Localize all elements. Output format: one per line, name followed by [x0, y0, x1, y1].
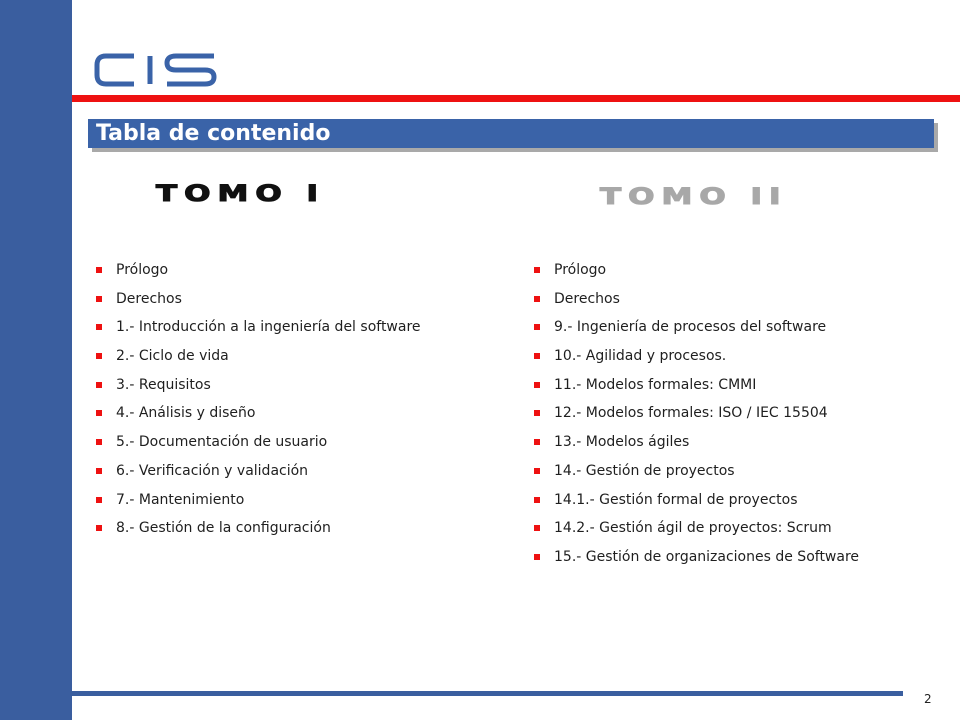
toc-item: [96, 520, 421, 549]
toc-item-label: 11.- Modelos formales: CMMI: [554, 376, 757, 393]
bullet-icon: [534, 296, 540, 302]
toc-item-label: 2.- Ciclo de vida: [116, 348, 229, 365]
bullet-icon: [96, 382, 102, 388]
toc-item: [96, 377, 421, 406]
toc-item-label: 9.- Ingeniería de procesos del software: [554, 319, 827, 336]
bullet-icon: [96, 324, 102, 330]
footer-line: [72, 691, 903, 696]
toc-item: [534, 348, 859, 377]
toc-item-label: Derechos: [554, 290, 620, 307]
side-bar: [0, 0, 72, 720]
toc-item: [534, 549, 859, 578]
toc-item: [96, 291, 421, 320]
toc-item-label: 8.- Gestión de la configuración: [116, 520, 331, 537]
toc-item: [534, 319, 859, 348]
toc-item-label: Derechos: [116, 290, 182, 307]
toc-item: [534, 463, 859, 492]
bullet-icon: [534, 554, 540, 560]
toc-item: [96, 492, 421, 521]
bullet-icon: [96, 439, 102, 445]
toc-item: [96, 434, 421, 463]
toc-item: [534, 291, 859, 320]
toc-item-label: 14.- Gestión de proyectos: [554, 462, 735, 479]
toc-item: [534, 520, 859, 549]
tomo-2-heading: TOMO II: [600, 183, 788, 210]
toc-item-label: 15.- Gestión de organizaciones de Software: [554, 548, 860, 565]
toc-item-label: 5.- Documentación de usuario: [116, 434, 328, 451]
toc-tomo-1-list: [96, 262, 421, 549]
toc-item: [534, 262, 859, 291]
toc-item-label: Prólogo: [116, 262, 169, 278]
bullet-icon: [96, 353, 102, 359]
toc-item-label: 13.- Modelos ágiles: [554, 434, 690, 451]
toc-item: [96, 319, 421, 348]
bullet-icon: [534, 439, 540, 445]
cis-logo: [94, 52, 224, 88]
bullet-icon: [534, 353, 540, 359]
toc-item: [96, 405, 421, 434]
toc-item-label: 10.- Agilidad y procesos.: [554, 348, 727, 365]
toc-item-label: 4.- Análisis y diseño: [116, 405, 256, 422]
bullet-icon: [534, 382, 540, 388]
bullet-icon: [534, 410, 540, 416]
toc-item-label: 6.- Verificación y validación: [116, 462, 309, 479]
bullet-icon: [96, 410, 102, 416]
toc-item-label: 7.- Mantenimiento: [116, 491, 245, 508]
toc-item: [534, 492, 859, 521]
bullet-icon: [534, 497, 540, 503]
toc-item: [534, 405, 859, 434]
page-title: Tabla de contenido: [88, 119, 934, 148]
toc-tomo-2-list: [534, 262, 859, 578]
bullet-icon: [96, 497, 102, 503]
header-red-line: [72, 95, 960, 102]
page-number: 2: [924, 692, 932, 706]
toc-item: [534, 377, 859, 406]
bullet-icon: [534, 267, 540, 273]
toc-item: [96, 262, 421, 291]
bullet-icon: [96, 267, 102, 273]
toc-item: [96, 463, 421, 492]
tomo-1-heading: TOMO I: [156, 180, 326, 207]
bullet-icon: [96, 468, 102, 474]
bullet-icon: [96, 296, 102, 302]
toc-item-label: 14.1.- Gestión formal de proyectos: [554, 491, 798, 508]
toc-item: [96, 348, 421, 377]
bullet-icon: [96, 525, 102, 531]
toc-item-label: 1.- Introducción a la ingeniería del software: [116, 319, 421, 336]
bullet-icon: [534, 324, 540, 330]
toc-item-label: Prólogo: [554, 262, 607, 278]
toc-item-label: 12.- Modelos formales: ISO / IEC 15504: [554, 405, 828, 422]
bullet-icon: [534, 468, 540, 474]
toc-item: [534, 434, 859, 463]
toc-item-label: 14.2.- Gestión ágil de proyectos: Scrum: [554, 520, 832, 537]
bullet-icon: [534, 525, 540, 531]
toc-item-label: 3.- Requisitos: [116, 376, 211, 393]
